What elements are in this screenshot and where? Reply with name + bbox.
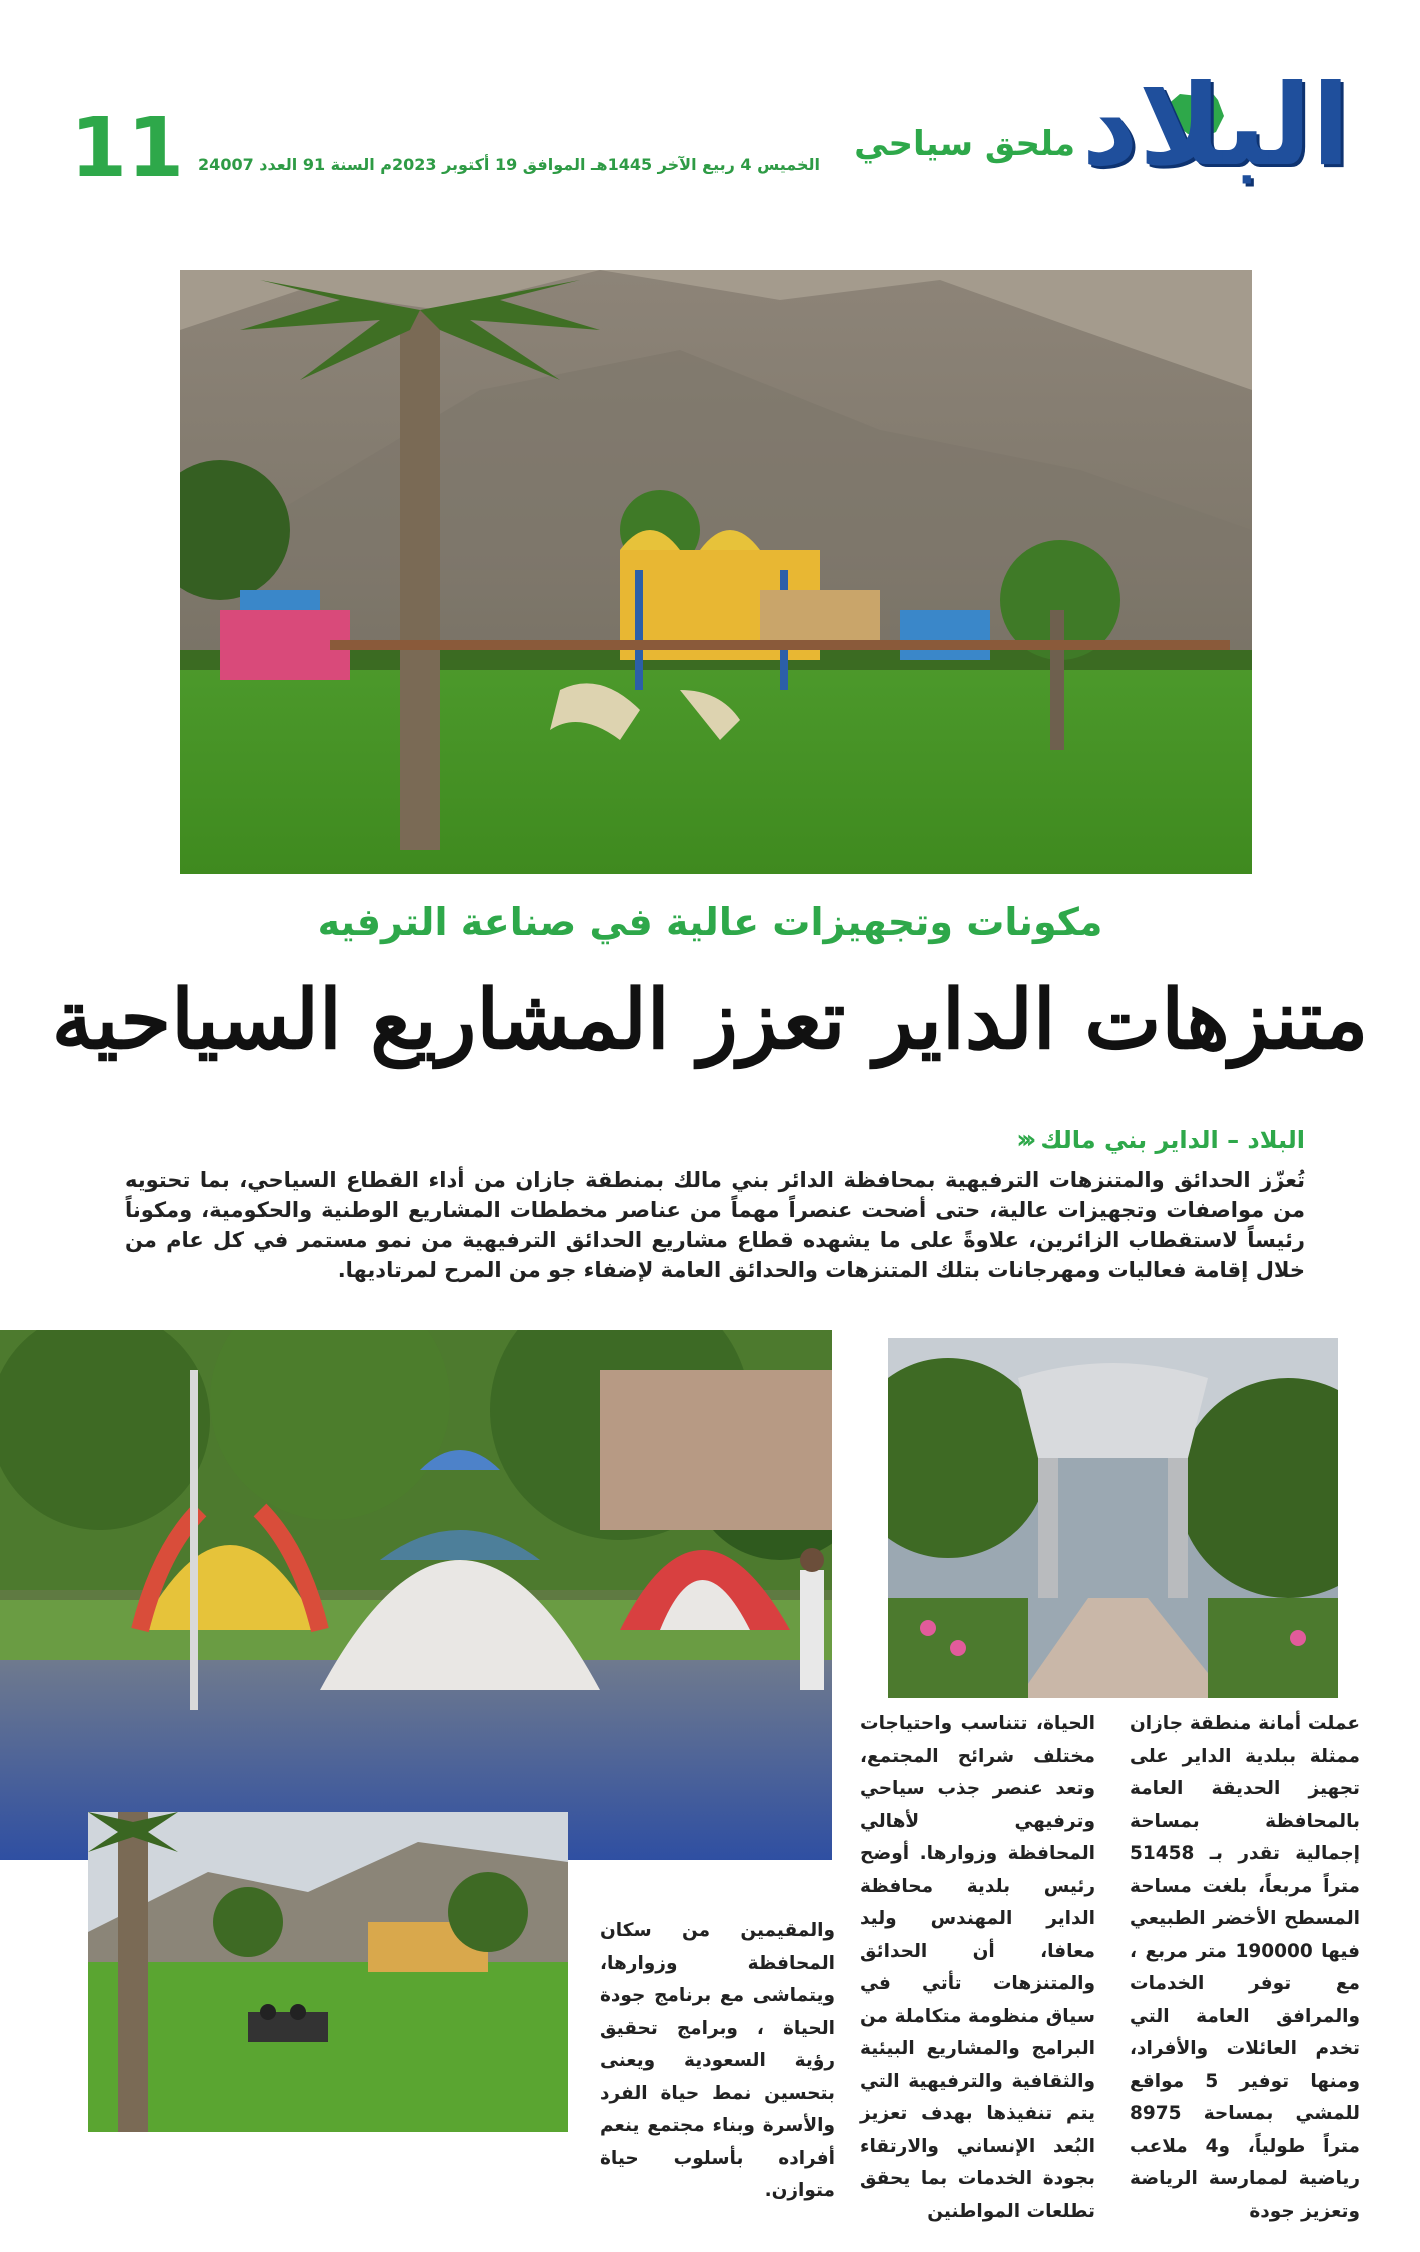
article-headline: متنزهات الداير تعزز المشاريع السياحية — [51, 972, 1369, 1068]
top-photo-playground — [180, 270, 1252, 874]
logo-text: البلاد — [1081, 61, 1350, 191]
photo-park-gateway — [888, 1338, 1338, 1698]
article-column-3: والمقيمين من سكان المحافظة وزوارها، ويتماشى مع برنامج جودة الحياة ، وبرامج تحقيق رؤية السعودية ويعنى بتحسين نمط حياة الفرد والأسرة وبناء مجتمع ينعم أفراده بأسلوب حياة متوازن. — [600, 1920, 835, 2201]
supplement-label: ملحق سياحي — [854, 124, 1075, 164]
page-number: 11 — [70, 101, 185, 196]
photo-lawn-families — [88, 1812, 568, 2132]
article-kicker: مكونات وتجهيزات عالية في صناعة الترفيه — [317, 900, 1103, 944]
photo-umbrella-shelters — [0, 1330, 832, 1860]
article-column-2: الحياة، تتناسب واحتياجات مختلف شرائح المجتمع، وتعد عنصر جذب سياحي وترفيهي لأهالي المحافظة وزوارها. أوضح رئيس بلدية محافظة الداير المهندس وليد معافا، أن الحدائق والمتنزهات تأتي في سياق منظومة متكاملة من البرامج والمشاريع البيئية والثقافية والترفيهية التي يتم تنفيذها بهدف تعزيز البُعد الإنساني والارتقاء بجودة الخدمات بما يحقق تطلعات المواطنين — [860, 1713, 1095, 2222]
chevrons-icon: ‹‹‹ — [1016, 1125, 1031, 1155]
newspaper-logo — [1081, 61, 1350, 216]
article-column-1: عملت أمانة منطقة جازان ممثلة ببلدية الداير على تجهيز الحديقة العامة بالمحافظة بمساحة إجمالية تقدر بـ 51458 متراً مربعاً، بلغت مساحة المسطح الأخضر الطبيعي فيها 190000 متر مربع ، مع توفر الخدمات والمرافق العامة التي تخدم العائلات والأفراد، ومنها توفير 5 مواقع للمشي بمساحة 8975 متراً طولياً، و4 ملاعب رياضية لممارسة الرياضة وتعزيز جودة — [1130, 1713, 1361, 2222]
lead-paragraph: تُعزّز الحدائق والمتنزهات الترفيهية بمحافظة الدائر بني مالك بمنطقة جازان من أداء القطاع السياحي، بما تحتويه من مواصفات وتجهيزات عالية، حتى أضحت عنصراً مهماً من عناصر مخططات المشاريع الوطنية والحكومية، ومكوناً رئيساً لاستقطاب الزائرين، علاوةً على ما يشهده قطاع مشاريع الحدائق الترفيهية من نمو مستمر في كل عام من خلال إقامة فعاليات ومهرجانات بتلك المتنزهات والحدائق العامة لإضفاء جو من المرح لمرتاديها. — [125, 1168, 1305, 1282]
dateline: الخميس 4 ربيع الآخر 1445هـ الموافق 19 أكتوبر 2023م السنة 91 العدد 24007 — [198, 155, 820, 174]
byline-text: البلاد – الداير بني مالك — [1040, 1126, 1305, 1154]
byline — [1016, 1125, 1305, 1155]
